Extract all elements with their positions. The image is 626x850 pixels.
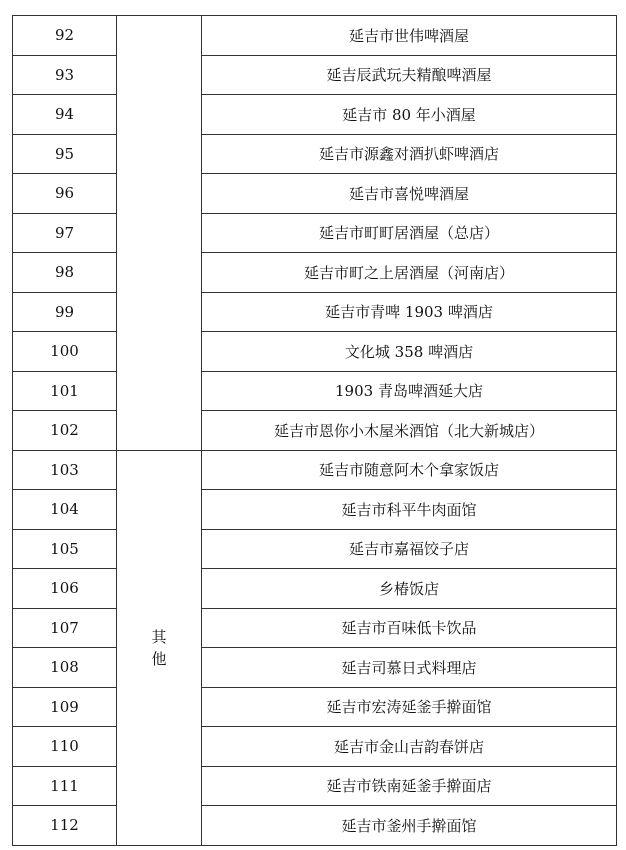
merchant-table xyxy=(12,15,617,846)
category-cell-continued xyxy=(117,16,202,451)
category-cell-other xyxy=(117,450,202,845)
merchant-name: 延吉市铁南延釜手擀面店 xyxy=(202,766,617,806)
merchant-name: 延吉市源鑫对酒扒虾啤酒店 xyxy=(202,134,617,174)
row-number: 93 xyxy=(13,55,117,95)
merchant-name: 文化城 358 啤酒店 xyxy=(202,332,617,372)
row-number: 107 xyxy=(13,608,117,648)
merchant-name: 延吉市釜州手擀面馆 xyxy=(202,806,617,846)
table-row xyxy=(13,55,617,95)
table-row xyxy=(13,529,617,569)
row-number: 103 xyxy=(13,450,117,490)
merchant-name: 延吉市金山吉韵春饼店 xyxy=(202,727,617,767)
merchant-name: 延吉市恩你小木屋米酒馆（北大新城店） xyxy=(202,411,617,451)
merchant-name: 延吉市世伟啤酒屋 xyxy=(202,16,617,56)
row-number: 97 xyxy=(13,213,117,253)
table-row xyxy=(13,213,617,253)
table-row xyxy=(13,332,617,372)
row-number: 99 xyxy=(13,292,117,332)
merchant-name: 延吉辰武玩夫精酿啤酒屋 xyxy=(202,55,617,95)
merchant-name: 延吉市百味低卡饮品 xyxy=(202,608,617,648)
merchant-name: 延吉市宏涛延釜手擀面馆 xyxy=(202,687,617,727)
row-number: 106 xyxy=(13,569,117,609)
row-number: 111 xyxy=(13,766,117,806)
merchant-name: 1903 青岛啤酒延大店 xyxy=(202,371,617,411)
merchant-name: 延吉市町町居酒屋（总店） xyxy=(202,213,617,253)
table-row xyxy=(13,608,617,648)
table-row xyxy=(13,569,617,609)
merchant-name: 延吉市随意阿木个拿家饭店 xyxy=(202,450,617,490)
row-number: 110 xyxy=(13,727,117,767)
merchant-name: 乡椿饭店 xyxy=(202,569,617,609)
table-row xyxy=(13,411,617,451)
row-number: 101 xyxy=(13,371,117,411)
row-number: 92 xyxy=(13,16,117,56)
table-row xyxy=(13,371,617,411)
category-label: 其他 xyxy=(151,627,167,668)
table-row xyxy=(13,16,617,56)
row-number: 104 xyxy=(13,490,117,530)
merchant-name: 延吉市喜悦啤酒屋 xyxy=(202,174,617,214)
row-number: 96 xyxy=(13,174,117,214)
row-number: 112 xyxy=(13,806,117,846)
table-row xyxy=(13,648,617,688)
row-number: 98 xyxy=(13,253,117,293)
table-row xyxy=(13,766,617,806)
merchant-name: 延吉市青啤 1903 啤酒店 xyxy=(202,292,617,332)
row-number: 100 xyxy=(13,332,117,372)
table-row xyxy=(13,292,617,332)
table-row xyxy=(13,95,617,135)
table-row xyxy=(13,174,617,214)
row-number: 95 xyxy=(13,134,117,174)
table-row xyxy=(13,450,617,490)
table-row xyxy=(13,253,617,293)
merchant-table-body xyxy=(13,16,617,846)
row-number: 102 xyxy=(13,411,117,451)
row-number: 94 xyxy=(13,95,117,135)
table-row xyxy=(13,806,617,846)
table-row xyxy=(13,687,617,727)
merchant-name: 延吉市嘉福饺子店 xyxy=(202,529,617,569)
merchant-name: 延吉市 80 年小酒屋 xyxy=(202,95,617,135)
merchant-name: 延吉市科平牛肉面馆 xyxy=(202,490,617,530)
row-number: 109 xyxy=(13,687,117,727)
merchant-name: 延吉司慕日式料理店 xyxy=(202,648,617,688)
merchant-name: 延吉市町之上居酒屋（河南店） xyxy=(202,253,617,293)
table-row xyxy=(13,727,617,767)
table-row xyxy=(13,490,617,530)
table-row xyxy=(13,134,617,174)
row-number: 105 xyxy=(13,529,117,569)
row-number: 108 xyxy=(13,648,117,688)
